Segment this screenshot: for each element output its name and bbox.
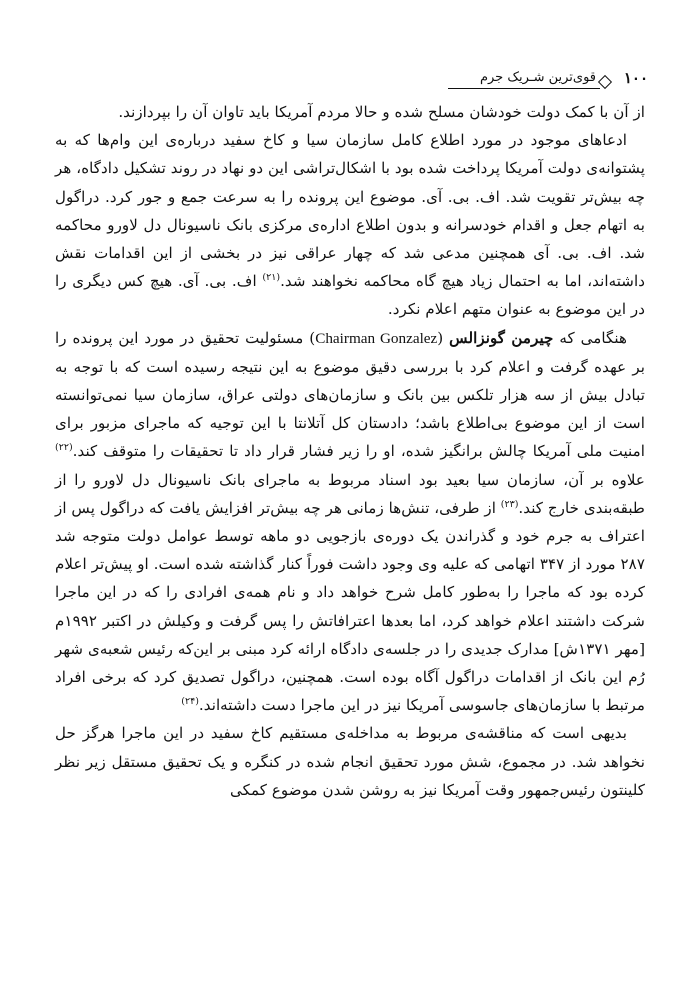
text-run: ادعاهای موجود در مورد اطلاع کامل سازمان سیا و کاخ سفید درباره‌ی این وام‌ها که به پشتوانه‌ی دولت آمریکا پرداخت شده بود با اشکال‌تراشی این دو نهاد در روند تشکیل دادگاه، هر چه بیش‌تر تقویت شد. اف. بی. آی. موضوع این پرونده را به سرعت جمع و جور کرد. دراگول به اتهام جعل و اقدام خودسرانه و بدون اطلاع اداره‌ی مرکزی بانک ناسیونال دل لاورو محاکمه شد. اف. بی. آی همچنین مدعی شد که چهار عراقی نیز در بخشی از این اقدامات نقش داشته‌اند، اما به احتمال زیاد هیچ گاه محاکمه نخواهند شد. [55,131,645,291]
body-text [55,98,645,804]
footnote-ref: (۲۴) [181,696,199,708]
paragraph-p3 [55,324,645,720]
footnote-ref: (۲۱) [262,272,281,284]
running-title: قوی‌ترین شـریک جرم [479,70,596,85]
text-run: هنگامی که [553,328,627,347]
text-run: علاوه بر آن، سازمان سیا بعید بود اسناد مربوط به ماجرای بانک ناسیونال دل لاورو را از طبقه‌بندی خارج کند. [55,470,645,517]
footnote-ref: (۲۲) [55,442,73,454]
text-run: اف. بی. آی. هیچ کس دیگری را در این موضوع به عنوان متهم اعلام نکرد. [55,272,645,319]
text-run: از طرفی، تنش‌ها زمانی هر چه بیش‌تر افزایش یافت که دراگول پس از اعتراف به جرم خود و گذراندن یک دوره‌ی بازجویی دو ماهه توسط عوامل دولت متوجه شد ۲۸۷ مورد از ۳۴۷ اتهامی که علیه وی وجود داشت فوراً کنار گذاشته شده است. او پیش‌تر اعلام کرده بود که ماجرا را به‌طور کامل شرح خواهد داد و نام همه‌ی افرادی را که در این ماجرا شرکت داشتند اعلام خواهد کرد، اما بعدها اعترافاتش را پس گرفت و وکیلش در اکتبر ۱۹۹۲م [مهر ۱۳۷۱ش] مدارک جدیدی را در جلسه‌ی دادگاه ارائه کرد مبنی بر این‌که رئیس شعبه‌ی شهر رُم این بانک از اقدامات دراگول آگاه بوده است. همچنین، دراگول تصدیق کرد که برخی افراد مرتبط با سازمان‌های جاسوسی آمریکا نیز در این ماجرا دست داشته‌اند. [55,498,645,715]
text-run: بدیهی است که مناقشه‌ی مربوط به مداخله‌ی مستقیم کاخ سفید در این ماجرا هرگز حل نخواهد شد. در مجموع، شش مورد تحقیق انجام شده در کنگره و یک تحقیق مستقل زیر نظر کلینتون رئیس‌جمهور وقت آمریکا نیز به روشن شدن موضوع کمکی [55,724,645,799]
text-run: ) مسئولیت تحقیق در مورد این پرونده را بر عهده گرفت و اعلام کرد با بررسی دقیق موضوع به این نتیجه رسیده است که با توجه به تبادل بیش از سه هزار تلکس بین بانک و سازمان‌های دولتی عراق، سازمان سیا نمی‌توانسته است از این موضوع بی‌اطلاع باشد؛ دادستان کل آتلانتا با این توجیه که ماجرای مزبور برای امنیت ملی آمریکا چالش برانگیز شده، او را زیر فشار قرار داد تا تحقیقات را متوقف کند. [55,328,645,461]
paragraph-p1 [55,98,645,126]
paragraph-p2 [55,126,645,323]
page-header [448,68,648,90]
text-run: ( [437,328,450,347]
header-rule [448,88,600,89]
bold-name: چیرمن گونزالس [449,328,554,347]
footnote-ref: (۲۳) [500,498,519,510]
text-run: از آن با کمک دولت خودشان مسلح شده و حالا مردم آمریکا باید تاوان آن را بپردازند. [118,103,645,121]
paragraph-p4 [55,719,645,804]
page-number: ۱۰۰ [623,69,648,87]
diamond-ornament-icon [598,75,612,89]
latin-name: Chairman Gonzalez [315,329,438,347]
